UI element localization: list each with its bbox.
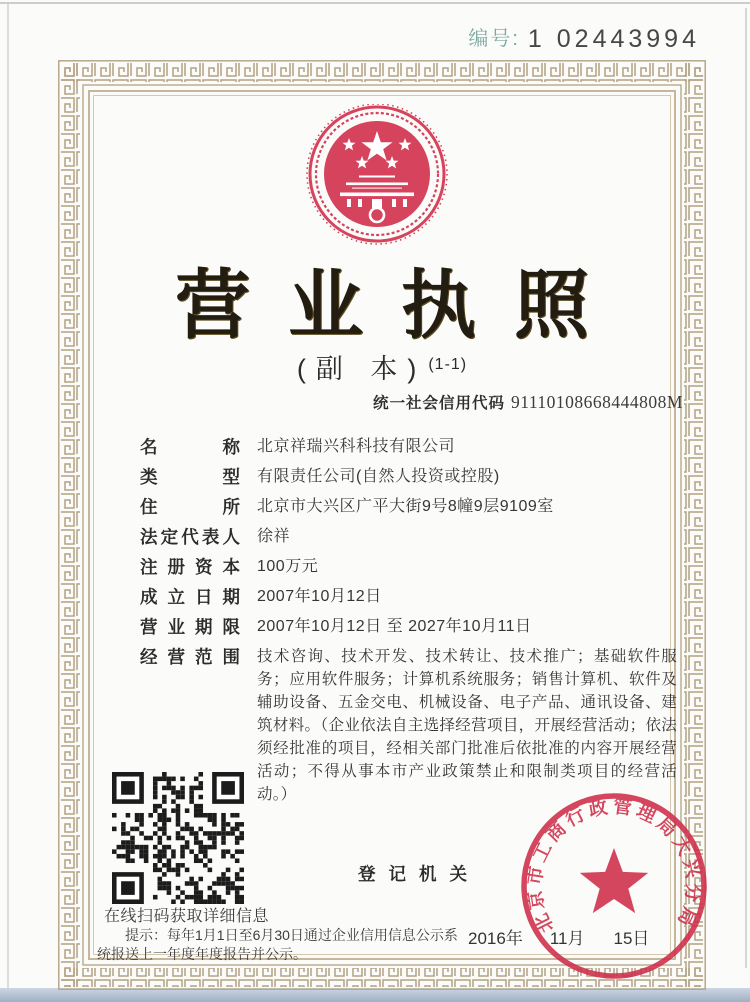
credit-code-label: 统一社会信用代码	[372, 395, 505, 412]
field-row-legal-representative	[140, 522, 680, 552]
license-title: 营业执照	[174, 263, 627, 347]
issue-year: 2016年	[468, 929, 523, 948]
field-label: 经营范围	[140, 647, 240, 667]
field-value: 100万元	[257, 558, 319, 575]
annual-report-notice: 提示：每年1月1日至6月30日通过企业信用信息公示系统报送上一年度年度报告并公示。	[97, 927, 458, 962]
field-label: 营业期限	[140, 617, 240, 637]
copy-index: (1-1)	[428, 356, 468, 373]
field-label: 住所	[140, 497, 240, 517]
scan-edge-left	[7, 4, 9, 988]
copy-label: (副 本)	[296, 354, 427, 384]
national-emblem-icon	[301, 104, 453, 251]
field-value: 北京市大兴区广平大街9号8幢9层9109室	[257, 498, 554, 515]
serial-value: 1 02443994	[527, 25, 700, 53]
field-value: 技术咨询、技术开发、技术转让、技术推广；基础软件服务；应用软件服务；计算机系统服务；销售计算机、软件及辅助设备、五金交电、机械设备、电子产品、通讯设备、建筑材料。（企业依法自主选择经营项目，开展经营活动；依法须经批准的项目，经相关部门批准后依批准的内容开展经营活动；不得从事本市产业政策禁止和限制类项目的经营活动。）	[257, 648, 677, 803]
issue-day: 15日	[613, 929, 650, 948]
scan-edge-top	[0, 2, 750, 4]
field-row-address	[140, 492, 680, 522]
field-value: 2007年10月12日 至 2027年10月11日	[257, 618, 532, 635]
field-value: 北京祥瑞兴科科技有限公司	[257, 438, 456, 455]
serial-number	[468, 22, 700, 54]
field-row-establish-date	[140, 582, 680, 612]
issue-month: 11月	[549, 929, 585, 948]
field-label: 类型	[140, 467, 240, 487]
field-label: 法定代表人	[140, 527, 240, 547]
serial-label: 编号:	[468, 28, 520, 50]
field-row-business-term	[140, 612, 680, 642]
field-label: 名称	[140, 437, 240, 457]
field-value: 2007年10月12日	[257, 588, 382, 605]
field-row-type	[140, 462, 680, 492]
registry-authority-label: 登记机关	[358, 864, 480, 884]
license-fields	[140, 432, 680, 806]
seal-text: 北京市工商行政管理局大兴分局	[524, 796, 704, 936]
license-title-row	[58, 246, 706, 353]
field-row-name	[140, 432, 680, 462]
credit-code-value: 91110108668444808M	[510, 392, 683, 412]
field-row-registered-capital	[140, 552, 680, 582]
field-label: 成立日期	[140, 587, 240, 607]
official-seal-icon	[511, 791, 717, 992]
credit-code-row	[373, 391, 683, 413]
field-value: 有限责任公司(自然人投资或控股)	[257, 468, 500, 485]
license-subtitle-row	[58, 347, 706, 386]
field-value: 徐祥	[257, 528, 291, 545]
field-label: 注册资本	[140, 557, 240, 577]
qr-code	[112, 772, 244, 904]
scan-edge-right	[745, 8, 747, 968]
qr-caption: 在线扫码获取详细信息	[104, 908, 270, 925]
